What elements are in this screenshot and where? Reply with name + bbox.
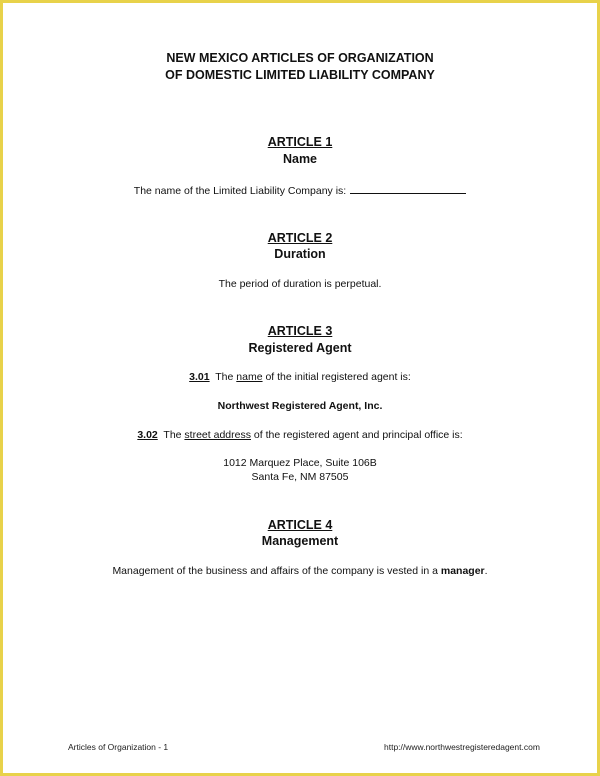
document-title-line1: NEW MEXICO ARTICLES OF ORGANIZATION <box>166 51 434 65</box>
article-1-text: The name of the Limited Liability Company is: <box>133 185 347 197</box>
article-3-name: Registered Agent <box>248 341 352 355</box>
section-3-01-number: 3.01 <box>189 371 210 383</box>
article-4-period: . <box>484 565 488 577</box>
section-3-01-line <box>0 370 600 384</box>
article-1-text-line <box>0 183 600 198</box>
footer-url[interactable]: http://www.northwestregisteredagent.com <box>384 742 540 752</box>
article-4-text-line <box>0 564 600 578</box>
article-2-text: The period of duration is perpetual. <box>218 278 382 290</box>
company-name-blank[interactable] <box>350 183 466 194</box>
section-3-01-pre: The <box>215 371 234 383</box>
address-line-2: Santa Fe, NM 87505 <box>251 471 349 483</box>
document-title-line2: OF DOMESTIC LIMITED LIABILITY COMPANY <box>165 68 435 82</box>
article-4-number: ARTICLE 4 <box>267 518 333 532</box>
footer-page-label: Articles of Organization - 1 <box>68 742 169 752</box>
section-3-02-line <box>0 428 600 442</box>
article-1-name: Name <box>282 152 318 166</box>
article-4-text: Management of the business and affairs of the company is vested in a <box>112 565 438 577</box>
section-3-02-post: of the registered agent and principal office is: <box>253 429 463 441</box>
section-3-02-number: 3.02 <box>137 429 158 441</box>
article-1-number: ARTICLE 1 <box>267 135 333 149</box>
article-3-number: ARTICLE 3 <box>267 324 333 338</box>
section-3-01-term: name <box>236 371 263 383</box>
address-line-1: 1012 Marquez Place, Suite 106B <box>223 457 377 469</box>
article-2-name: Duration <box>274 247 326 261</box>
article-2-number: ARTICLE 2 <box>267 231 333 245</box>
section-3-02-term: street address <box>184 429 251 441</box>
article-4-name: Management <box>261 534 339 548</box>
article-4-manager: manager <box>440 565 485 577</box>
registered-agent-name: Northwest Registered Agent, Inc. <box>217 400 383 412</box>
section-3-01-post: of the initial registered agent is: <box>265 371 411 383</box>
section-3-02-pre: The <box>163 429 182 441</box>
